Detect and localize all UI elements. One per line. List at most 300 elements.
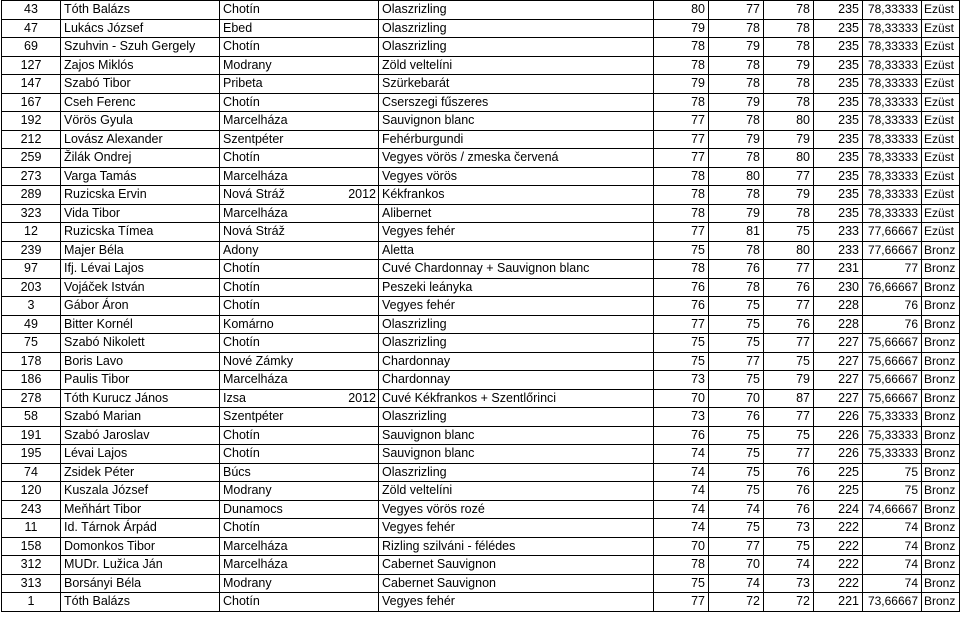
wine-name: Cabernet Sauvignon: [382, 575, 496, 590]
total-score-cell: 226: [814, 445, 863, 464]
wine-name-cell: [379, 149, 654, 168]
entry-id-cell: 323: [2, 204, 61, 223]
wine-name: Olaszrizling: [382, 409, 447, 424]
award-cell: Ezüst: [922, 75, 960, 94]
place-cell: Marcelháza: [220, 537, 379, 556]
score-3-cell: 78: [764, 19, 814, 38]
entry-id-cell: 43: [2, 1, 61, 20]
score-2-cell: 76: [709, 408, 764, 427]
wine-name: Vegyes vörös / zmeska červená: [382, 150, 559, 165]
score-3-cell: 77: [764, 167, 814, 186]
total-score-cell: 226: [814, 426, 863, 445]
entry-id-cell: 212: [2, 130, 61, 149]
score-1-cell: 78: [654, 38, 709, 57]
entry-id-cell: 243: [2, 500, 61, 519]
place-cell: Marcelháza: [220, 371, 379, 390]
total-score-cell: 228: [814, 297, 863, 316]
place-cell: Nové Zámky: [220, 352, 379, 371]
wine-name-cell: [379, 482, 654, 501]
wine-name-cell: [379, 112, 654, 131]
average-score-cell: 75,33333: [863, 408, 922, 427]
award-cell: Bronz: [922, 593, 960, 612]
wine-name-cell: [379, 56, 654, 75]
average-score-cell: 74: [863, 519, 922, 538]
score-3-cell: 75: [764, 352, 814, 371]
producer-name-cell: Kuszala József: [61, 482, 220, 501]
wine-name: Vegyes vörös: [382, 168, 458, 183]
table-row: [2, 56, 960, 75]
wine-name: Alibernet: [382, 205, 432, 220]
score-2-cell: 78: [709, 149, 764, 168]
place-cell: Búcs: [220, 463, 379, 482]
score-1-cell: 78: [654, 167, 709, 186]
award-cell: Bronz: [922, 445, 960, 464]
total-score-cell: 221: [814, 593, 863, 612]
total-score-cell: 235: [814, 149, 863, 168]
table-row: [2, 334, 960, 353]
table-row: [2, 167, 960, 186]
award-cell: Bronz: [922, 408, 960, 427]
score-2-cell: 77: [709, 1, 764, 20]
average-score-cell: 76: [863, 315, 922, 334]
score-2-cell: 79: [709, 93, 764, 112]
score-3-cell: 80: [764, 149, 814, 168]
table-row: [2, 1, 960, 20]
score-1-cell: 77: [654, 315, 709, 334]
table-row: [2, 93, 960, 112]
award-cell: Bronz: [922, 315, 960, 334]
wine-name: Sauvignon blanc: [382, 427, 475, 442]
wine-name: Cabernet Sauvignon: [382, 557, 496, 572]
average-score-cell: 78,33333: [863, 1, 922, 20]
entry-id-cell: 3: [2, 297, 61, 316]
average-score-cell: 76: [863, 297, 922, 316]
score-1-cell: 74: [654, 445, 709, 464]
average-score-cell: 78,33333: [863, 130, 922, 149]
total-score-cell: 235: [814, 38, 863, 57]
wine-name: Aletta: [382, 242, 414, 257]
total-score-cell: 235: [814, 167, 863, 186]
producer-name-cell: Bitter Kornél: [61, 315, 220, 334]
wine-name: Szürkebarát: [382, 76, 450, 91]
vintage-year: 2012: [348, 187, 376, 202]
award-cell: Bronz: [922, 463, 960, 482]
score-1-cell: 77: [654, 593, 709, 612]
table-row: [2, 297, 960, 316]
wine-name: Sauvignon blanc: [382, 446, 475, 461]
score-2-cell: 78: [709, 19, 764, 38]
total-score-cell: 235: [814, 130, 863, 149]
wine-name-cell: [379, 167, 654, 186]
score-1-cell: 76: [654, 297, 709, 316]
score-1-cell: 78: [654, 260, 709, 279]
total-score-cell: 222: [814, 574, 863, 593]
table-row: [2, 149, 960, 168]
table-row: [2, 463, 960, 482]
score-1-cell: 75: [654, 574, 709, 593]
score-3-cell: 73: [764, 519, 814, 538]
score-3-cell: 78: [764, 38, 814, 57]
total-score-cell: 222: [814, 556, 863, 575]
place-cell: Marcelháza: [220, 112, 379, 131]
place-cell: Chotín: [220, 38, 379, 57]
wine-name: Cuvé Chardonnay + Sauvignon blanc: [382, 261, 590, 276]
wine-name: Vegyes fehér: [382, 224, 455, 239]
award-cell: Ezüst: [922, 112, 960, 131]
score-3-cell: 77: [764, 334, 814, 353]
score-2-cell: 74: [709, 574, 764, 593]
wine-name-cell: [379, 371, 654, 390]
score-3-cell: 76: [764, 315, 814, 334]
award-cell: Bronz: [922, 278, 960, 297]
score-1-cell: 79: [654, 75, 709, 94]
score-1-cell: 79: [654, 19, 709, 38]
score-3-cell: 78: [764, 1, 814, 20]
score-2-cell: 78: [709, 186, 764, 205]
wine-name: Chardonnay: [382, 372, 451, 387]
total-score-cell: 235: [814, 56, 863, 75]
score-3-cell: 72: [764, 593, 814, 612]
producer-name-cell: Ifj. Lévai Lajos: [61, 260, 220, 279]
average-score-cell: 78,33333: [863, 167, 922, 186]
place-cell: Chotín: [220, 297, 379, 316]
score-1-cell: 77: [654, 149, 709, 168]
score-2-cell: 79: [709, 130, 764, 149]
average-score-cell: 74: [863, 537, 922, 556]
score-2-cell: 75: [709, 519, 764, 538]
score-1-cell: 70: [654, 537, 709, 556]
wine-name: Cserszegi fűszeres: [382, 94, 489, 109]
average-score-cell: 78,33333: [863, 204, 922, 223]
total-score-cell: 222: [814, 537, 863, 556]
place-cell: Nová Stráž: [220, 223, 379, 242]
producer-name-cell: Szabó Marian: [61, 408, 220, 427]
entry-id-cell: 289: [2, 186, 61, 205]
wine-name: Vegyes fehér: [382, 594, 455, 609]
producer-name-cell: Zajos Miklós: [61, 56, 220, 75]
place-cell: Modrany: [220, 574, 379, 593]
total-score-cell: 227: [814, 334, 863, 353]
average-score-cell: 77: [863, 260, 922, 279]
wine-name: Vegyes fehér: [382, 298, 455, 313]
total-score-cell: 235: [814, 75, 863, 94]
producer-name-cell: Vörös Gyula: [61, 112, 220, 131]
entry-id-cell: 192: [2, 112, 61, 131]
average-score-cell: 78,33333: [863, 93, 922, 112]
score-3-cell: 77: [764, 297, 814, 316]
producer-name-cell: Szuhvin - Szuh Gergely: [61, 38, 220, 57]
score-1-cell: 77: [654, 130, 709, 149]
award-cell: Bronz: [922, 241, 960, 260]
award-cell: Bronz: [922, 574, 960, 593]
table-row: [2, 38, 960, 57]
average-score-cell: 74,66667: [863, 500, 922, 519]
average-score-cell: 74: [863, 556, 922, 575]
wine-name-cell: [379, 408, 654, 427]
score-3-cell: 76: [764, 278, 814, 297]
table-row: [2, 574, 960, 593]
score-1-cell: 78: [654, 556, 709, 575]
table-row: [2, 482, 960, 501]
place-cell: Chotín: [220, 445, 379, 464]
score-2-cell: 75: [709, 463, 764, 482]
table-row: [2, 500, 960, 519]
entry-id-cell: 69: [2, 38, 61, 57]
total-score-cell: 235: [814, 112, 863, 131]
wine-name-cell: [379, 426, 654, 445]
table-row: [2, 445, 960, 464]
wine-name-cell: [379, 130, 654, 149]
score-2-cell: 78: [709, 278, 764, 297]
total-score-cell: 228: [814, 315, 863, 334]
place-cell: Chotín: [220, 334, 379, 353]
score-3-cell: 75: [764, 537, 814, 556]
award-cell: Bronz: [922, 537, 960, 556]
wine-name-cell: [379, 38, 654, 57]
wine-name: Vegyes vörös rozé: [382, 501, 485, 516]
score-3-cell: 77: [764, 408, 814, 427]
total-score-cell: 235: [814, 204, 863, 223]
table-row: [2, 556, 960, 575]
total-score-cell: 233: [814, 223, 863, 242]
score-1-cell: 73: [654, 371, 709, 390]
wine-name: Chardonnay: [382, 353, 451, 368]
wine-name-cell: [379, 445, 654, 464]
table-row: [2, 352, 960, 371]
average-score-cell: 73,66667: [863, 593, 922, 612]
score-2-cell: 78: [709, 241, 764, 260]
total-score-cell: 231: [814, 260, 863, 279]
producer-name-cell: Zsidek Péter: [61, 463, 220, 482]
place-cell: Ebed: [220, 19, 379, 38]
table-row: [2, 130, 960, 149]
wine-name-cell: [379, 463, 654, 482]
producer-name-cell: Tóth Balázs: [61, 593, 220, 612]
place-cell: Marcelháza: [220, 204, 379, 223]
producer-name-cell: Szabó Tibor: [61, 75, 220, 94]
award-cell: Ezüst: [922, 1, 960, 20]
award-cell: Bronz: [922, 352, 960, 371]
entry-id-cell: 259: [2, 149, 61, 168]
table-row: [2, 19, 960, 38]
results-table: [1, 0, 960, 612]
place-cell: Chotín: [220, 426, 379, 445]
average-score-cell: 78,33333: [863, 19, 922, 38]
score-2-cell: 75: [709, 445, 764, 464]
score-1-cell: 77: [654, 112, 709, 131]
entry-id-cell: 195: [2, 445, 61, 464]
score-1-cell: 73: [654, 408, 709, 427]
place-cell: Komárno: [220, 315, 379, 334]
total-score-cell: 227: [814, 389, 863, 408]
place-cell: Modrany: [220, 56, 379, 75]
wine-name: Zöld veltelíni: [382, 57, 453, 72]
table-row: [2, 260, 960, 279]
award-cell: Ezüst: [922, 223, 960, 242]
score-1-cell: 74: [654, 482, 709, 501]
score-2-cell: 74: [709, 500, 764, 519]
place-cell: Szentpéter: [220, 130, 379, 149]
award-cell: Bronz: [922, 260, 960, 279]
wine-name: Kékfrankos: [382, 187, 445, 202]
place-cell: Pribeta: [220, 75, 379, 94]
score-1-cell: 77: [654, 223, 709, 242]
entry-id-cell: 278: [2, 389, 61, 408]
award-cell: Ezüst: [922, 167, 960, 186]
table-row: [2, 389, 960, 408]
wine-name: Olaszrizling: [382, 316, 447, 331]
award-cell: Bronz: [922, 500, 960, 519]
score-1-cell: 75: [654, 352, 709, 371]
score-1-cell: 74: [654, 463, 709, 482]
wine-name-cell: [379, 1, 654, 20]
wine-name: Olaszrizling: [382, 20, 447, 35]
place-cell: Modrany: [220, 482, 379, 501]
score-3-cell: 80: [764, 241, 814, 260]
total-score-cell: 227: [814, 371, 863, 390]
award-cell: Ezüst: [922, 149, 960, 168]
place-cell: Marcelháza: [220, 556, 379, 575]
total-score-cell: 235: [814, 19, 863, 38]
producer-name-cell: Szabó Nikolett: [61, 334, 220, 353]
total-score-cell: 222: [814, 519, 863, 538]
producer-name-cell: Gábor Áron: [61, 297, 220, 316]
entry-id-cell: 186: [2, 371, 61, 390]
table-row: [2, 315, 960, 334]
wine-name-cell: [379, 204, 654, 223]
entry-id-cell: 158: [2, 537, 61, 556]
average-score-cell: 76,66667: [863, 278, 922, 297]
entry-id-cell: 49: [2, 315, 61, 334]
producer-name-cell: Cseh Ferenc: [61, 93, 220, 112]
wine-name: Olaszrizling: [382, 2, 447, 17]
entry-id-cell: 203: [2, 278, 61, 297]
producer-name-cell: Szabó Jaroslav: [61, 426, 220, 445]
wine-name: Rizling szilváni - félédes: [382, 538, 516, 553]
place-cell: Nová Stráž: [220, 186, 379, 205]
score-2-cell: 79: [709, 38, 764, 57]
wine-name: Sauvignon blanc: [382, 113, 475, 128]
score-2-cell: 75: [709, 334, 764, 353]
score-2-cell: 75: [709, 315, 764, 334]
award-cell: Bronz: [922, 556, 960, 575]
place-cell: Chotín: [220, 1, 379, 20]
average-score-cell: 77,66667: [863, 223, 922, 242]
average-score-cell: 78,33333: [863, 112, 922, 131]
average-score-cell: 78,33333: [863, 38, 922, 57]
score-2-cell: 70: [709, 556, 764, 575]
entry-id-cell: 312: [2, 556, 61, 575]
place-cell: Chotín: [220, 260, 379, 279]
wine-name: Olaszrizling: [382, 335, 447, 350]
score-2-cell: 76: [709, 260, 764, 279]
average-score-cell: 78,33333: [863, 56, 922, 75]
average-score-cell: 78,33333: [863, 75, 922, 94]
score-1-cell: 78: [654, 93, 709, 112]
table-row: [2, 371, 960, 390]
score-1-cell: 80: [654, 1, 709, 20]
average-score-cell: 75,66667: [863, 389, 922, 408]
score-3-cell: 77: [764, 260, 814, 279]
table-row: [2, 593, 960, 612]
score-3-cell: 76: [764, 500, 814, 519]
entry-id-cell: 273: [2, 167, 61, 186]
wine-name-cell: [379, 352, 654, 371]
award-cell: Bronz: [922, 426, 960, 445]
wine-name-cell: [348, 186, 654, 205]
average-score-cell: 75,33333: [863, 426, 922, 445]
entry-id-cell: 58: [2, 408, 61, 427]
wine-name-cell: [379, 241, 654, 260]
total-score-cell: 225: [814, 463, 863, 482]
producer-name-cell: Majer Béla: [61, 241, 220, 260]
award-cell: Bronz: [922, 297, 960, 316]
producer-name-cell: Tóth Balázs: [61, 1, 220, 20]
wine-name: Olaszrizling: [382, 464, 447, 479]
total-score-cell: 235: [814, 1, 863, 20]
award-cell: Bronz: [922, 389, 960, 408]
total-score-cell: 235: [814, 93, 863, 112]
score-2-cell: 75: [709, 371, 764, 390]
wine-name: Fehérburgundi: [382, 131, 464, 146]
table-row: [2, 186, 960, 205]
wine-name-cell: [348, 389, 654, 408]
place-cell: Chotín: [220, 593, 379, 612]
vintage-year: 2012: [348, 390, 376, 405]
wine-name-cell: [379, 556, 654, 575]
wine-name: Peszeki leányka: [382, 279, 473, 294]
total-score-cell: 225: [814, 482, 863, 501]
producer-name-cell: Domonkos Tibor: [61, 537, 220, 556]
total-score-cell: 227: [814, 352, 863, 371]
wine-name-cell: [379, 260, 654, 279]
wine-name: Olaszrizling: [382, 39, 447, 54]
total-score-cell: 235: [814, 186, 863, 205]
score-1-cell: 70: [654, 389, 709, 408]
wine-name: Vegyes fehér: [382, 520, 455, 535]
score-1-cell: 74: [654, 519, 709, 538]
entry-id-cell: 147: [2, 75, 61, 94]
average-score-cell: 74: [863, 574, 922, 593]
entry-id-cell: 167: [2, 93, 61, 112]
score-3-cell: 75: [764, 426, 814, 445]
score-3-cell: 78: [764, 204, 814, 223]
place-cell: Dunamocs: [220, 500, 379, 519]
producer-name-cell: Varga Tamás: [61, 167, 220, 186]
table-row: [2, 537, 960, 556]
score-3-cell: 74: [764, 556, 814, 575]
average-score-cell: 75: [863, 482, 922, 501]
table-row: [2, 408, 960, 427]
results-table-body: [2, 1, 960, 612]
score-2-cell: 78: [709, 56, 764, 75]
entry-id-cell: 1: [2, 593, 61, 612]
producer-name-cell: Boris Lavo: [61, 352, 220, 371]
score-1-cell: 74: [654, 500, 709, 519]
wine-name: Zöld veltelíni: [382, 483, 453, 498]
table-row: [2, 204, 960, 223]
producer-name-cell: Paulis Tibor: [61, 371, 220, 390]
score-3-cell: 75: [764, 223, 814, 242]
place-cell: Szentpéter: [220, 408, 379, 427]
score-1-cell: 78: [654, 204, 709, 223]
score-3-cell: 76: [764, 463, 814, 482]
producer-name-cell: Lovász Alexander: [61, 130, 220, 149]
table-row: [2, 112, 960, 131]
score-2-cell: 80: [709, 167, 764, 186]
score-3-cell: 77: [764, 445, 814, 464]
entry-id-cell: 75: [2, 334, 61, 353]
